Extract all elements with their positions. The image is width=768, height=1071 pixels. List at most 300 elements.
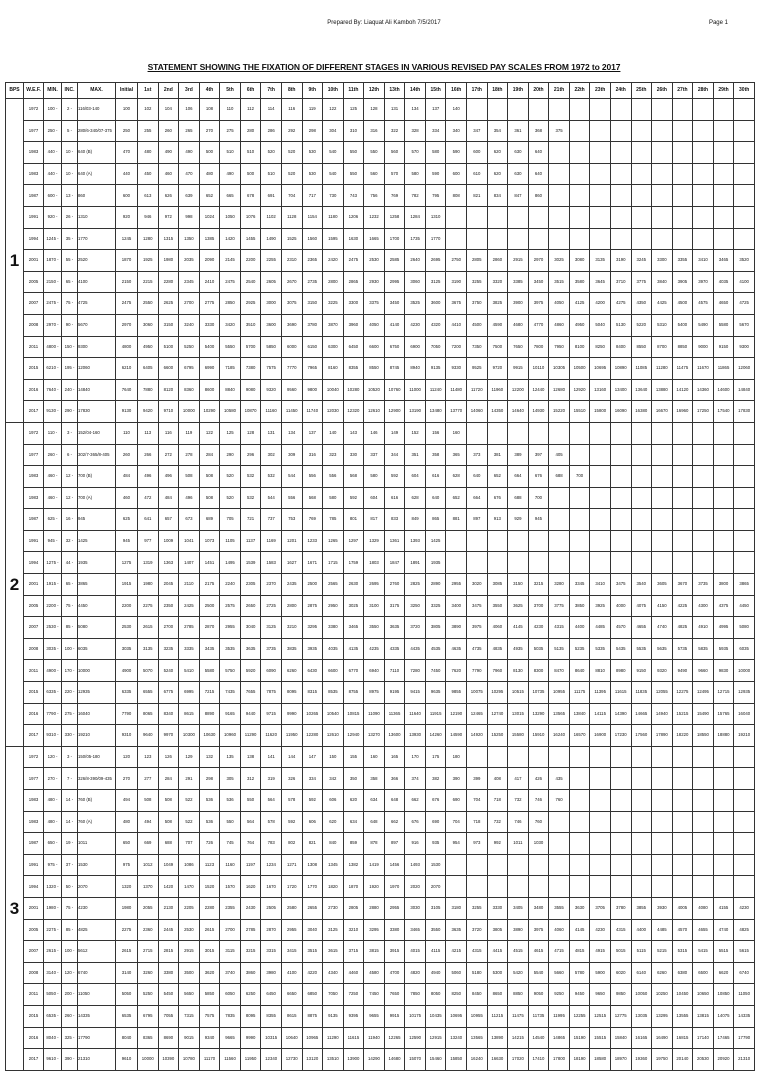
stage-cell: 129 <box>179 746 200 768</box>
stage-cell: 4835 <box>487 638 508 660</box>
max-cell: 1530 <box>78 854 116 876</box>
stage-cell <box>734 120 755 142</box>
stage-cell: 10735 <box>528 682 549 704</box>
stage-cell: 4575 <box>693 293 714 315</box>
stage-cell <box>652 99 673 121</box>
stage-cell <box>528 206 549 228</box>
column-header: W.E.F. <box>24 83 44 99</box>
inc-cell: 13 - <box>62 185 78 207</box>
stage-cell <box>467 228 488 250</box>
stage-cell: 382 <box>425 768 446 790</box>
stage-cell <box>693 768 714 790</box>
stage-cell: 304 <box>323 120 344 142</box>
stage-cell: 3330 <box>487 897 508 919</box>
stage-cell: 4000 <box>610 595 631 617</box>
stage-cell: 2815 <box>158 941 179 963</box>
stage-cell: 18970 <box>610 1049 631 1071</box>
stage-cell <box>672 163 693 185</box>
stage-cell: 5310 <box>652 314 673 336</box>
stage-cell: 11395 <box>590 682 611 704</box>
stage-cell: 310 <box>343 120 364 142</box>
stage-cell: 265 <box>179 120 200 142</box>
table-row <box>6 574 755 596</box>
stage-cell: 8360 <box>179 379 200 401</box>
stage-cell: 4050 <box>364 314 385 336</box>
stage-cell: 3500 <box>179 962 200 984</box>
prepared-by-note: Prepared By: Liaquat Ali Kamboh 7/5/2017 <box>327 20 441 26</box>
inc-cell: 14 - <box>62 790 78 812</box>
stage-cell: 5850 <box>199 984 220 1006</box>
stage-cell: 2995 <box>384 271 405 293</box>
wef-cell: 2016 <box>24 379 44 401</box>
max-cell: 21310 <box>78 1049 116 1071</box>
stage-cell: 935 <box>425 833 446 855</box>
stage-cell: 3465 <box>405 919 426 941</box>
stage-cell: 4535 <box>425 638 446 660</box>
stage-cell: 2640 <box>405 250 426 272</box>
stage-cell: 1770 <box>302 876 323 898</box>
stage-cell: 3320 <box>487 271 508 293</box>
stage-cell <box>610 185 631 207</box>
stage-cell: 11290 <box>240 725 261 747</box>
stage-cell: 5400 <box>199 336 220 358</box>
stage-cell <box>590 142 611 164</box>
stage-cell: 3245 <box>631 250 652 272</box>
stage-cell: 4005 <box>672 897 693 919</box>
stage-cell: 1720 <box>281 876 302 898</box>
min-cell: 480 - <box>44 790 62 812</box>
stage-cell: 580 <box>425 142 446 164</box>
stage-cell <box>508 530 529 552</box>
column-header: 17th <box>467 83 488 99</box>
stage-cell: 494 <box>116 790 138 812</box>
stage-cell: 9135 <box>425 358 446 380</box>
table-row <box>6 725 755 747</box>
stage-cell <box>549 163 570 185</box>
stage-cell: 580 <box>323 487 344 509</box>
max-cell: 14840 <box>78 379 116 401</box>
stage-cell <box>713 185 734 207</box>
stage-cell: 1319 <box>138 552 159 574</box>
stage-cell: 8160 <box>323 358 344 380</box>
max-cell: 4100 <box>78 271 116 293</box>
min-cell: 2275 - <box>44 919 62 941</box>
stage-cell: 849 <box>405 509 426 531</box>
stage-cell <box>569 509 590 531</box>
stage-cell: 782 <box>405 185 426 207</box>
stage-cell: 3735 <box>261 638 282 660</box>
stage-cell <box>734 768 755 790</box>
stage-cell <box>467 530 488 552</box>
stage-cell: 691 <box>261 185 282 207</box>
stage-cell: 2615 <box>199 919 220 941</box>
stage-cell <box>693 185 714 207</box>
stage-cell: 20140 <box>672 1049 693 1071</box>
stage-cell: 7450 <box>425 660 446 682</box>
stage-cell: 1315 <box>158 228 179 250</box>
stage-cell <box>569 163 590 185</box>
max-cell: 4450 <box>78 595 116 617</box>
column-header: 7th <box>261 83 282 99</box>
stage-cell <box>569 206 590 228</box>
stage-cell: 17830 <box>734 401 755 423</box>
inc-cell: 150 - <box>62 336 78 358</box>
stage-cell: 1420 <box>220 228 241 250</box>
stage-cell: 296 <box>240 444 261 466</box>
stage-cell: 309 <box>281 444 302 466</box>
stage-cell: 7350 <box>467 336 488 358</box>
inc-cell: 200 - <box>62 984 78 1006</box>
stage-cell: 2955 <box>446 574 467 596</box>
stage-cell: 4655 <box>631 617 652 639</box>
min-cell: 120 - <box>44 746 62 768</box>
stage-cell: 769 <box>384 185 405 207</box>
inc-cell: 32 - <box>62 530 78 552</box>
stage-cell: 13880 <box>652 379 673 401</box>
stage-cell: 916 <box>405 833 426 855</box>
stage-cell: 1495 <box>220 552 241 574</box>
stage-cell: 6795 <box>179 358 200 380</box>
stage-cell <box>590 120 611 142</box>
stage-cell: 4770 <box>528 314 549 336</box>
stage-cell <box>672 466 693 488</box>
column-header: 16th <box>446 83 467 99</box>
inc-cell: 75 - <box>62 595 78 617</box>
column-header: 11th <box>343 83 364 99</box>
inc-cell: 170 - <box>62 660 78 682</box>
stage-cell: 284 <box>199 444 220 466</box>
stage-cell: 11950 <box>281 725 302 747</box>
wef-cell: 2001 <box>24 250 44 272</box>
stage-cell: 10000 <box>179 401 200 423</box>
stage-cell: 3600 <box>261 314 282 336</box>
table-row <box>6 746 755 768</box>
stage-cell: 730 <box>323 185 344 207</box>
stage-cell: 2445 <box>158 919 179 941</box>
stage-cell <box>590 444 611 466</box>
table-row <box>6 271 755 293</box>
stage-cell: 8615 <box>281 1005 302 1027</box>
stage-cell: 490 <box>158 142 179 164</box>
stage-cell: 4825 <box>672 617 693 639</box>
stage-cell <box>713 746 734 768</box>
stage-cell: 10290 <box>199 401 220 423</box>
stage-cell: 5615 <box>734 941 755 963</box>
stage-cell <box>446 206 467 228</box>
stage-cell: 8550 <box>364 358 385 380</box>
stage-cell: 6260 <box>652 962 673 984</box>
stage-cell: 7215 <box>199 682 220 704</box>
stage-cell: 664 <box>467 487 488 509</box>
stage-cell: 4485 <box>652 919 673 941</box>
stage-cell: 5650 <box>179 984 200 1006</box>
stage-cell: 10075 <box>467 682 488 704</box>
stage-cell: 2280 <box>199 897 220 919</box>
stage-cell <box>672 509 693 531</box>
stage-cell <box>508 746 529 768</box>
stage-cell: 435 <box>549 768 570 790</box>
stage-cell: 4800 <box>116 336 138 358</box>
stage-cell: 9150 <box>713 336 734 358</box>
stage-cell: 2930 <box>364 271 385 293</box>
stage-cell: 9310 <box>116 725 138 747</box>
stage-cell: 4230 <box>590 919 611 941</box>
column-header: 22th <box>569 83 590 99</box>
stage-cell: 138 <box>240 746 261 768</box>
stage-cell: 2805 <box>343 897 364 919</box>
stage-cell: 12920 <box>569 379 590 401</box>
stage-cell: 578 <box>281 790 302 812</box>
stage-cell <box>652 466 673 488</box>
stage-cell: 7620 <box>446 660 467 682</box>
stage-cell: 669 <box>138 833 159 855</box>
stage-cell: 4225 <box>672 595 693 617</box>
min-cell: 9310 - <box>44 725 62 747</box>
stage-cell: 16630 <box>487 1049 508 1071</box>
stage-cell: 676 <box>528 466 549 488</box>
stage-cell: 9130 <box>116 401 138 423</box>
stage-cell: 7640 <box>116 379 138 401</box>
column-header: MIN. <box>44 83 62 99</box>
stage-cell: 14260 <box>425 725 446 747</box>
stage-cell: 21310 <box>734 1049 755 1071</box>
stage-cell: 8975 <box>364 682 385 704</box>
stage-cell: 2090 <box>199 250 220 272</box>
stage-cell <box>549 530 570 552</box>
stage-cell: 10515 <box>508 682 529 704</box>
inc-cell: 85 - <box>62 919 78 941</box>
table-row <box>6 682 755 704</box>
stage-cell: 6210 <box>116 358 138 380</box>
stage-cell: 4725 <box>734 293 755 315</box>
stage-cell: 14060 <box>467 401 488 423</box>
stage-cell: 4145 <box>508 617 529 639</box>
stage-cell: 550 <box>220 811 241 833</box>
table-header <box>6 83 755 99</box>
table-row <box>6 422 755 444</box>
stage-cell: 929 <box>508 509 529 531</box>
stage-cell <box>610 466 631 488</box>
stage-cell: 2875 <box>302 595 323 617</box>
stage-cell: 2275 <box>138 595 159 617</box>
stage-cell: 18550 <box>693 725 714 747</box>
stage-cell <box>590 768 611 790</box>
stage-cell: 3475 <box>610 574 631 596</box>
stage-cell: 4740 <box>713 919 734 941</box>
stage-cell: 12495 <box>693 682 714 704</box>
stage-cell: 746 <box>508 811 529 833</box>
stage-cell <box>631 422 652 444</box>
stage-cell: 580 <box>364 466 385 488</box>
stage-cell: 7800 <box>528 336 549 358</box>
wef-cell: 1977 <box>24 444 44 466</box>
stage-cell: 3925 <box>590 595 611 617</box>
stage-cell: 9710 <box>158 401 179 423</box>
stage-cell: 13295 <box>652 1005 673 1027</box>
stage-cell: 3775 <box>631 271 652 293</box>
stage-cell: 18580 <box>590 1049 611 1071</box>
stage-cell: 298 <box>199 768 220 790</box>
stage-cell: 14540 <box>528 1027 549 1049</box>
stage-cell: 480 <box>199 163 220 185</box>
stage-cell <box>713 228 734 250</box>
stage-cell: 11170 <box>199 1049 220 1071</box>
stage-cell: 3020 <box>467 574 488 596</box>
min-cell: 7640 - <box>44 379 62 401</box>
stage-cell: 490 <box>220 163 241 185</box>
stage-cell: 821 <box>467 185 488 207</box>
stage-cell: 6535 <box>116 1005 138 1027</box>
stage-cell: 8875 <box>302 1005 323 1027</box>
stage-cell: 12200 <box>508 379 529 401</box>
stage-cell: 10960 <box>220 725 241 747</box>
table-row <box>6 962 755 984</box>
table-row <box>6 379 755 401</box>
stage-cell <box>734 142 755 164</box>
max-cell: 11050 <box>78 984 116 1006</box>
stage-cell: 6995 <box>179 682 200 704</box>
stage-cell: 9915 <box>384 1005 405 1027</box>
stage-cell: 19210 <box>734 725 755 747</box>
stage-cell: 9195 <box>384 682 405 704</box>
stage-cell: 3060 <box>138 314 159 336</box>
stage-cell: 17250 <box>693 401 714 423</box>
stage-cell: 2870 <box>261 919 282 941</box>
stage-cell: 665 <box>220 185 241 207</box>
column-header: 24th <box>610 83 631 99</box>
stage-cell: 540 <box>323 142 344 164</box>
stage-cell <box>528 99 549 121</box>
stage-cell <box>631 444 652 466</box>
stage-cell: 15250 <box>487 725 508 747</box>
stage-cell: 2630 <box>343 574 364 596</box>
stage-cell: 1041 <box>179 530 200 552</box>
stage-cell: 690 <box>425 811 446 833</box>
stage-cell: 131 <box>384 99 405 121</box>
stage-cell: 6335 <box>116 682 138 704</box>
stage-cell: 3625 <box>508 595 529 617</box>
min-cell: 975 - <box>44 854 62 876</box>
stage-cell: 2345 <box>179 271 200 293</box>
stage-cell: 833 <box>384 509 405 531</box>
stage-cell: 5540 <box>528 962 549 984</box>
wef-cell: 1983 <box>24 466 44 488</box>
max-cell: 280/6-340/07-375 <box>78 120 116 142</box>
stage-cell: 9330 <box>446 358 467 380</box>
stage-cell: 520 <box>220 487 241 509</box>
stage-cell: 496 <box>158 466 179 488</box>
stage-cell: 17890 <box>652 725 673 747</box>
stage-cell: 2530 <box>179 919 200 941</box>
wef-cell: 1977 <box>24 120 44 142</box>
min-cell: 920 - <box>44 206 62 228</box>
stage-cell: 8315 <box>302 682 323 704</box>
stage-cell: 2670 <box>281 271 302 293</box>
stage-cell: 746 <box>528 790 549 812</box>
stage-cell <box>713 444 734 466</box>
stage-cell: 110 <box>220 99 241 121</box>
stage-cell: 590 <box>425 163 446 185</box>
stage-cell: 641 <box>138 509 159 531</box>
inc-cell: 220 - <box>62 682 78 704</box>
min-cell: 4800 - <box>44 336 62 358</box>
stage-cell: 3520 <box>734 250 755 272</box>
stage-cell: 3825 <box>487 293 508 315</box>
stage-cell: 4435 <box>405 638 426 660</box>
stage-cell: 630 <box>508 163 529 185</box>
min-cell: 600 - <box>44 185 62 207</box>
stage-cell: 8840 <box>220 379 241 401</box>
stage-cell: 10280 <box>343 379 364 401</box>
stage-cell: 3380 <box>323 617 344 639</box>
max-cell: 302/7-365/8-405 <box>78 444 116 466</box>
max-cell: 1310 <box>78 206 116 228</box>
stage-cell: 116 <box>158 422 179 444</box>
min-cell: 2200 - <box>44 595 62 617</box>
table-row <box>6 1027 755 1049</box>
stage-cell: 102 <box>138 99 159 121</box>
stage-cell: 10000 <box>734 660 755 682</box>
stage-cell: 1245 <box>116 228 138 250</box>
stage-cell: 6940 <box>364 660 385 682</box>
inc-cell: 26 - <box>62 206 78 228</box>
stage-cell: 10315 <box>261 1027 282 1049</box>
stage-cell: 175 <box>425 746 446 768</box>
stage-cell <box>631 142 652 164</box>
stage-cell <box>508 854 529 876</box>
stage-cell: 7055 <box>158 1005 179 1027</box>
stage-cell: 5400 <box>672 314 693 336</box>
stage-cell: 272 <box>158 444 179 466</box>
stage-cell <box>569 142 590 164</box>
stage-cell: 3420 <box>220 314 241 336</box>
stage-cell: 11950 <box>240 1049 261 1071</box>
wef-cell: 2017 <box>24 725 44 747</box>
stage-cell: 1425 <box>425 530 446 552</box>
stage-cell: 16570 <box>569 725 590 747</box>
stage-cell <box>672 833 693 855</box>
stage-cell: 8940 <box>405 358 426 380</box>
stage-cell: 5850 <box>261 336 282 358</box>
stage-cell: 4350 <box>631 293 652 315</box>
stage-cell: 156 <box>425 422 446 444</box>
stage-cell: 550 <box>343 163 364 185</box>
stage-cell: 3905 <box>672 271 693 293</box>
stage-cell: 8050 <box>425 984 446 1006</box>
stage-cell: 2550 <box>138 293 159 315</box>
stage-cell: 522 <box>179 790 200 812</box>
stage-cell: 3450 <box>384 293 405 315</box>
stage-cell: 4230 <box>734 897 755 919</box>
stage-cell: 568 <box>343 466 364 488</box>
stage-cell <box>652 487 673 509</box>
column-header: 12th <box>364 83 385 99</box>
stage-cell: 9395 <box>343 1005 364 1027</box>
stage-cell <box>734 746 755 768</box>
stage-cell: 3435 <box>199 638 220 660</box>
stage-cell: 3535 <box>220 638 241 660</box>
stage-cell <box>528 552 549 574</box>
stage-cell: 4590 <box>487 314 508 336</box>
stage-cell: 897 <box>467 509 488 531</box>
max-cell: 760 (B) <box>78 790 116 812</box>
stage-cell <box>672 811 693 833</box>
stage-cell: 4500 <box>672 293 693 315</box>
stage-cell <box>446 552 467 574</box>
stage-cell <box>652 422 673 444</box>
inc-cell: 12 - <box>62 487 78 509</box>
table-row <box>6 811 755 833</box>
